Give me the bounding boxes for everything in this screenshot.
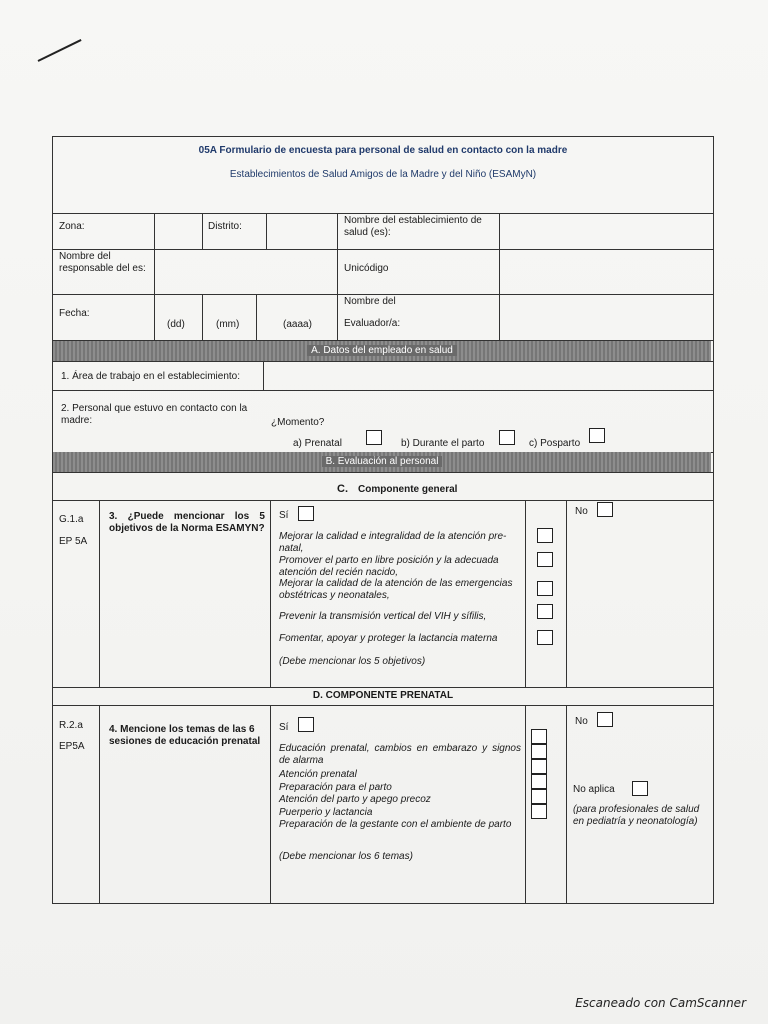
no-label-c: No bbox=[575, 506, 588, 517]
si-checkbox-c[interactable] bbox=[298, 506, 314, 521]
tema-2: Atención prenatal bbox=[279, 769, 357, 780]
unicodigo-label: Unicódigo bbox=[344, 263, 389, 274]
tema-1: Educación prenatal, cambios en embarazo y signos de alarma bbox=[279, 743, 521, 766]
tema-6-checkbox[interactable] bbox=[531, 804, 547, 819]
opcion-prenatal-label: a) Prenatal bbox=[293, 438, 342, 449]
no-label-d: No bbox=[575, 716, 588, 727]
camscanner-stamp: Escaneado con CamScanner bbox=[575, 996, 746, 1010]
objetivo-5-checkbox[interactable] bbox=[537, 630, 553, 645]
fecha-aaaa: (aaaa) bbox=[283, 319, 312, 330]
objetivos-nota: (Debe mencionar los 5 objetivos) bbox=[279, 656, 426, 667]
no-aplica-checkbox[interactable] bbox=[632, 781, 648, 796]
tema-4: Atención del parto y apego precoz bbox=[279, 794, 431, 805]
section-c-title: Componente general bbox=[358, 484, 458, 495]
fecha-dd: (dd) bbox=[167, 319, 185, 330]
evaluador-label-2: Evaluador/a: bbox=[344, 318, 401, 329]
section-a-header: A. Datos del empleado en salud bbox=[53, 341, 711, 361]
r2a-code: R.2.a bbox=[59, 720, 83, 731]
objetivo-2: Promover el parto en libre posición y la adecuada atención del recién nacido, bbox=[279, 555, 499, 578]
question-4: 4. Mencione los temas de las 6 sesiones de educación prenatal bbox=[109, 724, 261, 747]
tema-6: Preparación de la gestante con el ambiente de parto bbox=[279, 819, 512, 830]
establecimiento-label: Nombre del establecimiento de salud (es): bbox=[344, 215, 482, 238]
fecha-mm: (mm) bbox=[216, 319, 240, 330]
objetivo-3: Mejorar la calidad de la atención de las emergencias obstétricas y neonatales, bbox=[279, 578, 513, 601]
fecha-label: Fecha: bbox=[59, 308, 90, 319]
temas-nota: (Debe mencionar los 6 temas) bbox=[279, 851, 413, 862]
posparto-checkbox[interactable] bbox=[589, 428, 605, 443]
section-c-letter: C. bbox=[337, 483, 348, 495]
si-checkbox-d[interactable] bbox=[298, 717, 314, 732]
objetivo-1: Mejorar la calidad e integralidad de la atención pre-natal, bbox=[279, 531, 507, 554]
no-checkbox-c[interactable] bbox=[597, 502, 613, 517]
objetivo-2-checkbox[interactable] bbox=[537, 552, 553, 567]
momento-label: ¿Momento? bbox=[271, 417, 325, 428]
objetivo-5: Fomentar, apoyar y proteger la lactancia materna bbox=[279, 633, 498, 644]
form-title: 05A Formulario de encuesta para personal de salud en contacto con la madre bbox=[198, 145, 568, 156]
opcion-posparto-label: c) Posparto bbox=[529, 438, 581, 449]
form-subtitle: Establecimientos de Salud Amigos de la Madre y del Niño (ESAMyN) bbox=[229, 169, 537, 180]
tema-4-checkbox[interactable] bbox=[531, 774, 547, 789]
objetivo-4-checkbox[interactable] bbox=[537, 604, 553, 619]
tema-3-checkbox[interactable] bbox=[531, 759, 547, 774]
tema-5-checkbox[interactable] bbox=[531, 789, 547, 804]
question-3: 3. ¿Puede mencionar los 5 objetivos de la Norma ESAMYN? bbox=[109, 511, 265, 534]
tema-5: Puerperio y lactancia bbox=[279, 807, 373, 818]
no-aplica-note: (para profesionales de salud en pediatría y neonatología) bbox=[573, 804, 700, 827]
g1a-code: G.1.a bbox=[59, 514, 84, 525]
si-label-c: Sí bbox=[279, 510, 289, 521]
section-b-header: B. Evaluación al personal bbox=[53, 452, 711, 472]
si-label-d: Sí bbox=[279, 722, 289, 733]
ep5a-code: EP 5A bbox=[59, 536, 88, 547]
no-checkbox-d[interactable] bbox=[597, 712, 613, 727]
evaluador-label-1: Nombre del bbox=[344, 296, 396, 307]
personal-contacto-label: 2. Personal que estuvo en contacto con la madre: bbox=[61, 403, 248, 426]
opcion-parto-label: b) Durante el parto bbox=[401, 438, 485, 449]
distrito-label: Distrito: bbox=[208, 221, 242, 232]
ep5a-code-d: EP5A bbox=[59, 741, 85, 752]
zona-label: Zona: bbox=[59, 221, 85, 232]
section-d-title: D. COMPONENTE PRENATAL bbox=[312, 690, 454, 701]
durante-parto-checkbox[interactable] bbox=[499, 430, 515, 445]
tema-2-checkbox[interactable] bbox=[531, 744, 547, 759]
tema-3: Preparación para el parto bbox=[279, 782, 392, 793]
responsable-label: Nombre del responsable del es: bbox=[59, 251, 146, 274]
prenatal-checkbox[interactable] bbox=[366, 430, 382, 445]
objetivo-3-checkbox[interactable] bbox=[537, 581, 553, 596]
survey-form bbox=[52, 136, 714, 904]
no-aplica-label: No aplica bbox=[573, 784, 615, 795]
objetivo-4: Prevenir la transmisión vertical del VIH y sífilis, bbox=[279, 611, 487, 622]
objetivo-1-checkbox[interactable] bbox=[537, 528, 553, 543]
tema-1-checkbox[interactable] bbox=[531, 729, 547, 744]
area-trabajo-label: 1. Área de trabajo en el establecimiento: bbox=[61, 371, 240, 382]
